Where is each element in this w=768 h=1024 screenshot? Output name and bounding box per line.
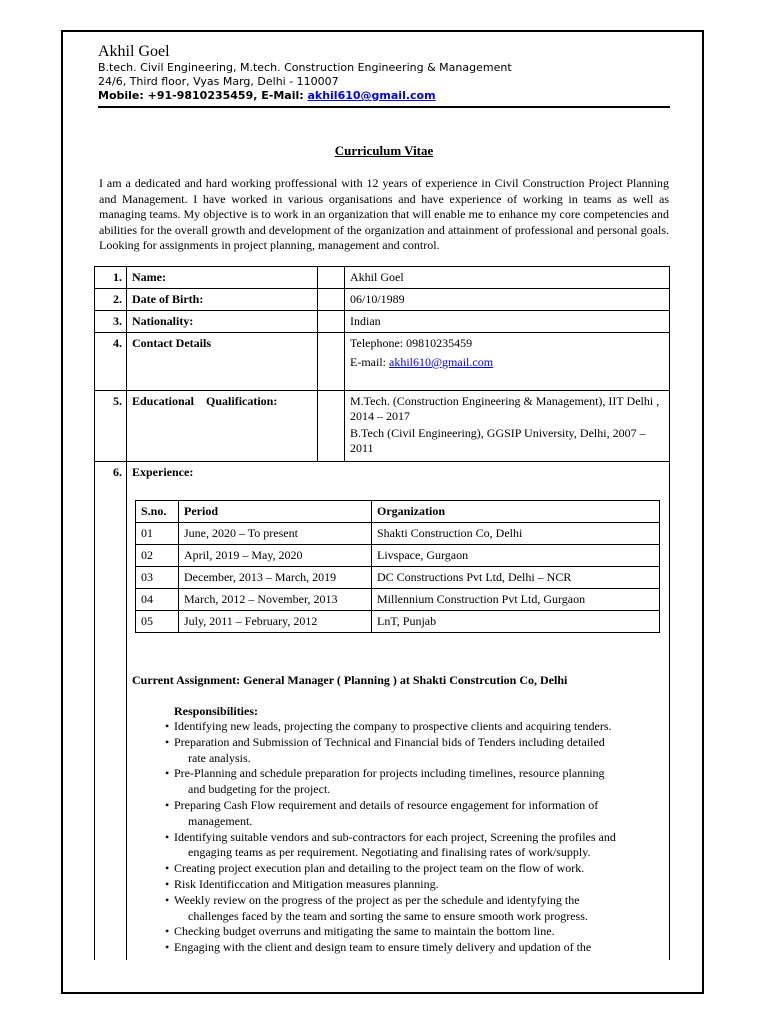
list-item: • Preparing Cash Flow requirement and details of resource engagement for information of management. — [165, 797, 599, 828]
resume-header — [98, 43, 668, 103]
bullet-icon: • — [165, 766, 170, 781]
row-label: Contact Details — [127, 333, 318, 391]
table-cell: Livspace, Gurgaon — [372, 545, 660, 567]
bullet-icon: • — [165, 829, 170, 844]
table-cell: March, 2012 – November, 2013 — [179, 589, 372, 611]
column-header: Organization — [372, 501, 660, 523]
table-row — [95, 462, 670, 961]
table-header-row — [136, 501, 660, 523]
row-spacer — [318, 289, 345, 311]
row-label: Nationality: — [127, 311, 318, 333]
table-row — [136, 611, 660, 633]
header-divider — [98, 106, 670, 108]
row-number: 4. — [95, 333, 127, 391]
bullet-icon: • — [165, 797, 170, 812]
table-cell: Millennium Construction Pvt Ltd, Gurgaon — [372, 589, 660, 611]
experience-cell — [127, 462, 670, 961]
address-line: 24/6, Third floor, Vyas Marg, Delhi - 110007 — [98, 75, 339, 88]
table-cell: LnT, Punjab — [372, 611, 660, 633]
experience-label: Experience: — [132, 465, 194, 479]
contact-line — [98, 89, 668, 103]
contact-details-value — [345, 333, 670, 391]
table-row — [136, 589, 660, 611]
row-number: 3. — [95, 311, 127, 333]
row-number: 5. — [95, 391, 127, 462]
table-cell: 02 — [136, 545, 179, 567]
table-cell: April, 2019 – May, 2020 — [179, 545, 372, 567]
table-cell: DC Constructions Pvt Ltd, Delhi – NCR — [372, 567, 660, 589]
row-value: Indian — [345, 311, 670, 333]
table-cell: Shakti Construction Co, Delhi — [372, 523, 660, 545]
row-number: 1. — [95, 267, 127, 289]
table-row — [95, 391, 670, 462]
list-item: • Identifying suitable vendors and sub-contractors for each project, Screening the profiles and engaging teams as per requirement. Negotiating and finalising rates of work/supply. — [165, 829, 616, 860]
email-line — [350, 355, 664, 370]
bullet-icon: • — [165, 940, 170, 955]
list-item: • Pre-Planning and schedule preparation for projects including timelines, resource planning and budgeting for the project. — [165, 766, 605, 797]
table-cell: December, 2013 – March, 2019 — [179, 567, 372, 589]
candidate-name: Akhil Goel — [98, 43, 170, 60]
table-cell: 04 — [136, 589, 179, 611]
table-row — [136, 545, 660, 567]
table-row — [136, 523, 660, 545]
education-btech: B.Tech (Civil Engineering), GGSIP University, Delhi, 2007 – 2011 — [350, 426, 646, 455]
contact-email-link[interactable]: akhil610@gmail.com — [389, 355, 494, 369]
experience-table — [135, 500, 660, 633]
row-value: Akhil Goel — [345, 267, 670, 289]
list-item: • Identifying new leads, projecting the company to prospective clients and acquiring tenders. — [165, 719, 612, 733]
row-label: Educational Qualification: — [127, 391, 318, 462]
list-item: • Preparation and Submission of Technical and Financial bids of Tenders including detailed rate analysis. — [165, 734, 605, 765]
bullet-icon: • — [165, 876, 170, 891]
row-number: 2. — [95, 289, 127, 311]
table-row — [95, 333, 670, 391]
bullet-icon: • — [165, 892, 170, 907]
column-header: Period — [179, 501, 372, 523]
responsibilities-heading: Responsibilities: — [174, 704, 259, 718]
list-item: • Weekly review on the progress of the project as per the schedule and identyfying the challenges faced by the team and sorting the same to ensure smooth work progress. — [165, 892, 588, 923]
responsibilities-list — [132, 719, 664, 956]
header-email-link[interactable]: akhil610@gmail.com — [307, 89, 436, 102]
table-row — [95, 267, 670, 289]
bullet-icon: • — [165, 734, 170, 749]
intro-paragraph: I am a dedicated and hard working proffessional with 12 years of experience in Civil Construction Project Planning and Management. I have worked in various organisations and have experience of working in teams as well as managing teams. My objective is to work in an organization that will enable me to enhance my core competencies and abilities for the overall growth and development of the organization and attainment of professional and personal goals. Looking for assignments in project planning, management and control. — [99, 176, 669, 253]
row-value: 06/10/1989 — [345, 289, 670, 311]
bullet-icon: • — [165, 719, 170, 733]
table-cell: July, 2011 – February, 2012 — [179, 611, 372, 633]
telephone-text: Telephone: 09810235459 — [350, 336, 473, 350]
education-value — [345, 391, 670, 462]
bullet-icon: • — [165, 861, 170, 876]
list-item: • Creating project execution plan and detailing to the project team on the flow of work. — [165, 861, 585, 876]
bullet-icon: • — [165, 924, 170, 939]
table-row — [95, 311, 670, 333]
education-mtech: M.Tech. (Construction Engineering & Management), IIT Delhi , 2014 – 2017 — [350, 394, 660, 423]
row-spacer — [318, 391, 345, 462]
cv-title: Curriculum Vitae — [334, 143, 434, 158]
email-label: E-mail: — [350, 355, 389, 369]
table-cell: 05 — [136, 611, 179, 633]
column-header: S.no. — [136, 501, 179, 523]
table-cell: 03 — [136, 567, 179, 589]
table-row — [136, 567, 660, 589]
details-table — [94, 266, 670, 960]
row-spacer — [318, 333, 345, 391]
table-row — [95, 289, 670, 311]
current-assignment: Current Assignment: General Manager ( Planning ) at Shakti Constrcution Co, Delhi — [132, 673, 568, 687]
table-cell: June, 2020 – To present — [179, 523, 372, 545]
row-label: Date of Birth: — [127, 289, 318, 311]
row-number: 6. — [95, 462, 127, 961]
mobile-label: Mobile: +91-9810235459, E-Mail: — [98, 89, 308, 102]
qualification-line: B.tech. Civil Engineering, M.tech. Construction Engineering & Management — [98, 61, 512, 74]
row-label: Name: — [127, 267, 318, 289]
list-item: • Engaging with the client and design team to ensure timely delivery and updation of the — [165, 940, 592, 955]
row-spacer — [318, 267, 345, 289]
table-cell: 01 — [136, 523, 179, 545]
list-item: • Checking budget overruns and mitigating the same to maintain the bottom line. — [165, 924, 555, 939]
row-spacer — [318, 311, 345, 333]
list-item: • Risk Identificcation and Mitigation measures planning. — [165, 876, 439, 891]
